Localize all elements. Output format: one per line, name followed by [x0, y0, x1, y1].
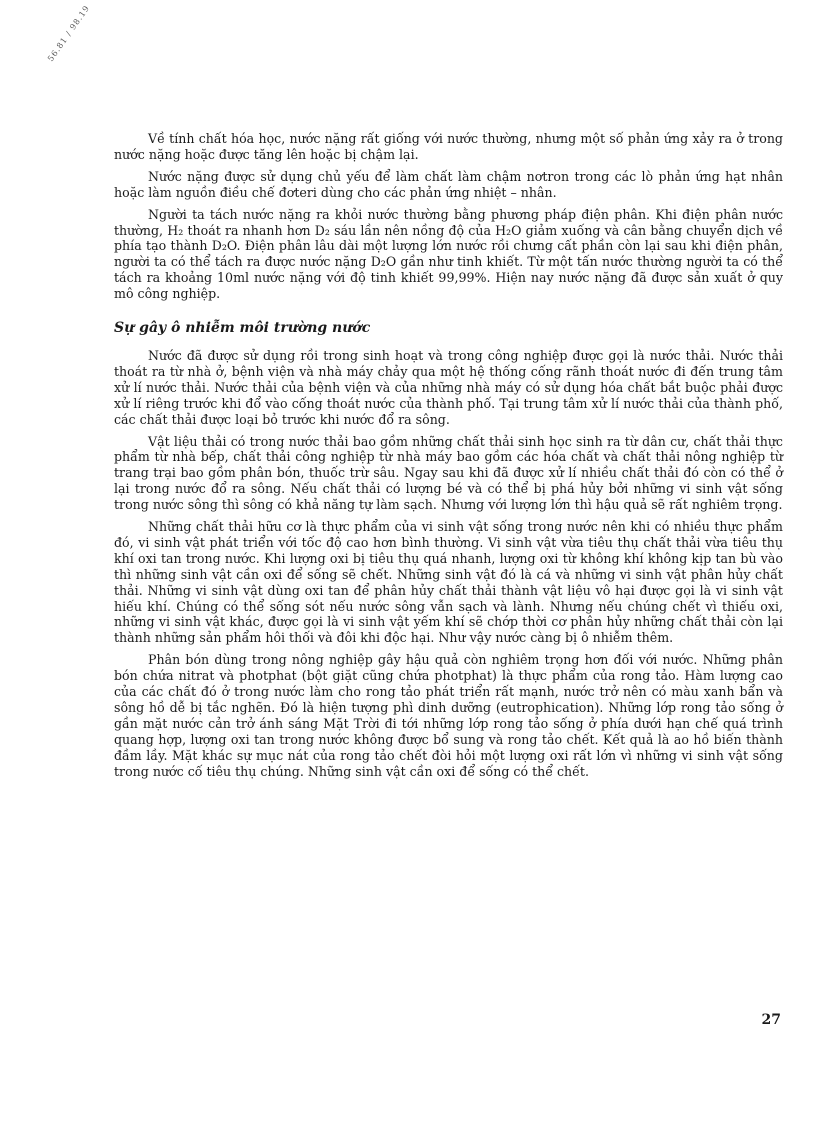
page-body: [114, 131, 783, 786]
page-number: 27: [761, 1012, 781, 1028]
paragraph-chemical-properties: Về tính chất hóa học, nước nặng rất giống với nước thường, nhưng một số phản ứng xảy ra ở trong nước nặng hoặc được tăng lên hoặc bị chậm lại.: [114, 131, 783, 162]
paragraph-wastewater: Nước đã được sử dụng rồi trong sinh hoạt và trong công nghiệp được gọi là nước thải. Nước thải thoát ra từ nhà ở, bệnh viện và nhà máy chảy qua một hệ thống cống rãnh thoát nước đi đến trung tâm xử lí nước thải. Nước thải của bệnh viện và của những nhà máy có sử dụng hóa chất bắt buộc phải được xử lí riêng trước khi đổ vào cống thoát nước của thành phố. Tại trung tâm xử lí nước thải của thành phố, các chất thải được loại bỏ trước khi nước đổ ra sông.: [114, 347, 783, 427]
paragraph-fertilizers: Phân bón dùng trong nông nghiệp gây hậu quả còn nghiêm trọng hơn đối với nước. Những phân bón chứa nitrat và photphat (bột giặt cũng chứa photphat) là thực phẩm của rong tảo. Hàm lượng cao của các chất đó ở trong nước làm cho rong tảo phát triển rất mạnh, nước trở nên có màu xanh bẩn và sông hồ dễ bị tắc nghẽn. Đó là hiện tượng phì dinh dưỡng (eutrophication). Những lớp rong tảo sống ở gần mặt nước cản trở ánh sáng Mặt Trời đi tới những lớp rong tảo sống ở phía dưới hạn chế quá trình quang hợp, lượng oxi tan trong nước không được bổ sung và rong tảo chết. Kết quả là ao hồ biến thành đầm lầy. Mặt khác sự mục nát của rong tảo chết đòi hỏi một lượng oxi rất lớn vì những vi sinh vật sống trong nước cố tiêu thụ chúng. Những sinh vật cần oxi để sống có thể chết.: [114, 652, 783, 779]
paragraph-uses: Nước nặng được sử dụng chủ yếu để làm chất làm chậm nơtron trong các lò phản ứng hạt nhân hoặc làm nguồn điều chế đơteri dùng cho các phản ứng nhiệt – nhân.: [114, 168, 783, 200]
section-title: Sự gây ô nhiễm môi trường nước: [114, 320, 371, 337]
library-stamp: 56.81 / 98.19: [46, 3, 92, 64]
paragraph-waste-materials: Vật liệu thải có trong nước thải bao gồm những chất thải sinh học sinh ra từ dân cư, chất thải thực phẩm từ nhà bếp, chất thải công nghiệp từ nhà máy bao gồm các hóa chất và chất thải nông nghiệp từ trang trại bao gồm phân bón, thuốc trừ sâu. Ngay sau khi đã được xử lí nhiều chất thải đó còn có thể ở lại trong nước đổ ra sông. Nếu chất thải có lượng bé và có thể bị phá hủy bởi những vi sinh vật sống trong nước sông thì sông có khả năng tự làm sạch. Nhưng với lượng lớn thì hậu quả sẽ rất nghiêm trọng.: [114, 433, 783, 513]
paragraph-organic-waste: Những chất thải hữu cơ là thực phẩm của vi sinh vật sống trong nước nên khi có nhiều thực phẩm đó, vi sinh vật phát triển với tốc độ cao hơn bình thường. Vi sinh vật vừa tiêu thụ chất thải vừa tiêu thụ khí oxi tan trong nước. Khi lượng oxi bị tiêu thụ quá nhanh, lượng oxi từ không khí không kịp tan bù vào thì những sinh vật cần oxi để sống sẽ chết. Những sinh vật đó là cá và những vi sinh vật phân hủy chất thải. Những vi sinh vật dùng oxi tan để phân hủy chất thải thành vật liệu vô hại được gọi là vi sinh vật hiếu khí. Chúng có thể sống sót nếu nước sông vẫn sạch và lành. Nhưng nếu chúng chết vì thiếu oxi, những vi sinh vật khác, được gọi là vi sinh vật yếm khí sẽ chớp thời cơ phân hủy những chất thải còn lại thành những sản phẩm hôi thối và đôi khi độc hại. Như vậy nước càng bị ô nhiễm thêm.: [114, 519, 783, 646]
paragraph-separation: Người ta tách nước nặng ra khỏi nước thường bằng phương pháp điện phân. Khi điện phân nước thường, H₂ thoát ra nhanh hơn D₂ sáu lần nên nồng độ của H₂O giảm xuống và cân bằng chuyển dịch về phía tạo thành D₂O. Điện phân lâu dài một lượng lớn nước rồi chưng cất phần còn lại sau khi điện phân, người ta có thể tách ra được nước nặng D₂O gần như tinh khiết. Từ một tấn nước thường người ta có thể tách ra khoảng 10ml nước nặng với độ tinh khiết 99,99%. Hiện nay nước nặng đã được sản xuất ở quy mô công nghiệp.: [114, 206, 783, 302]
